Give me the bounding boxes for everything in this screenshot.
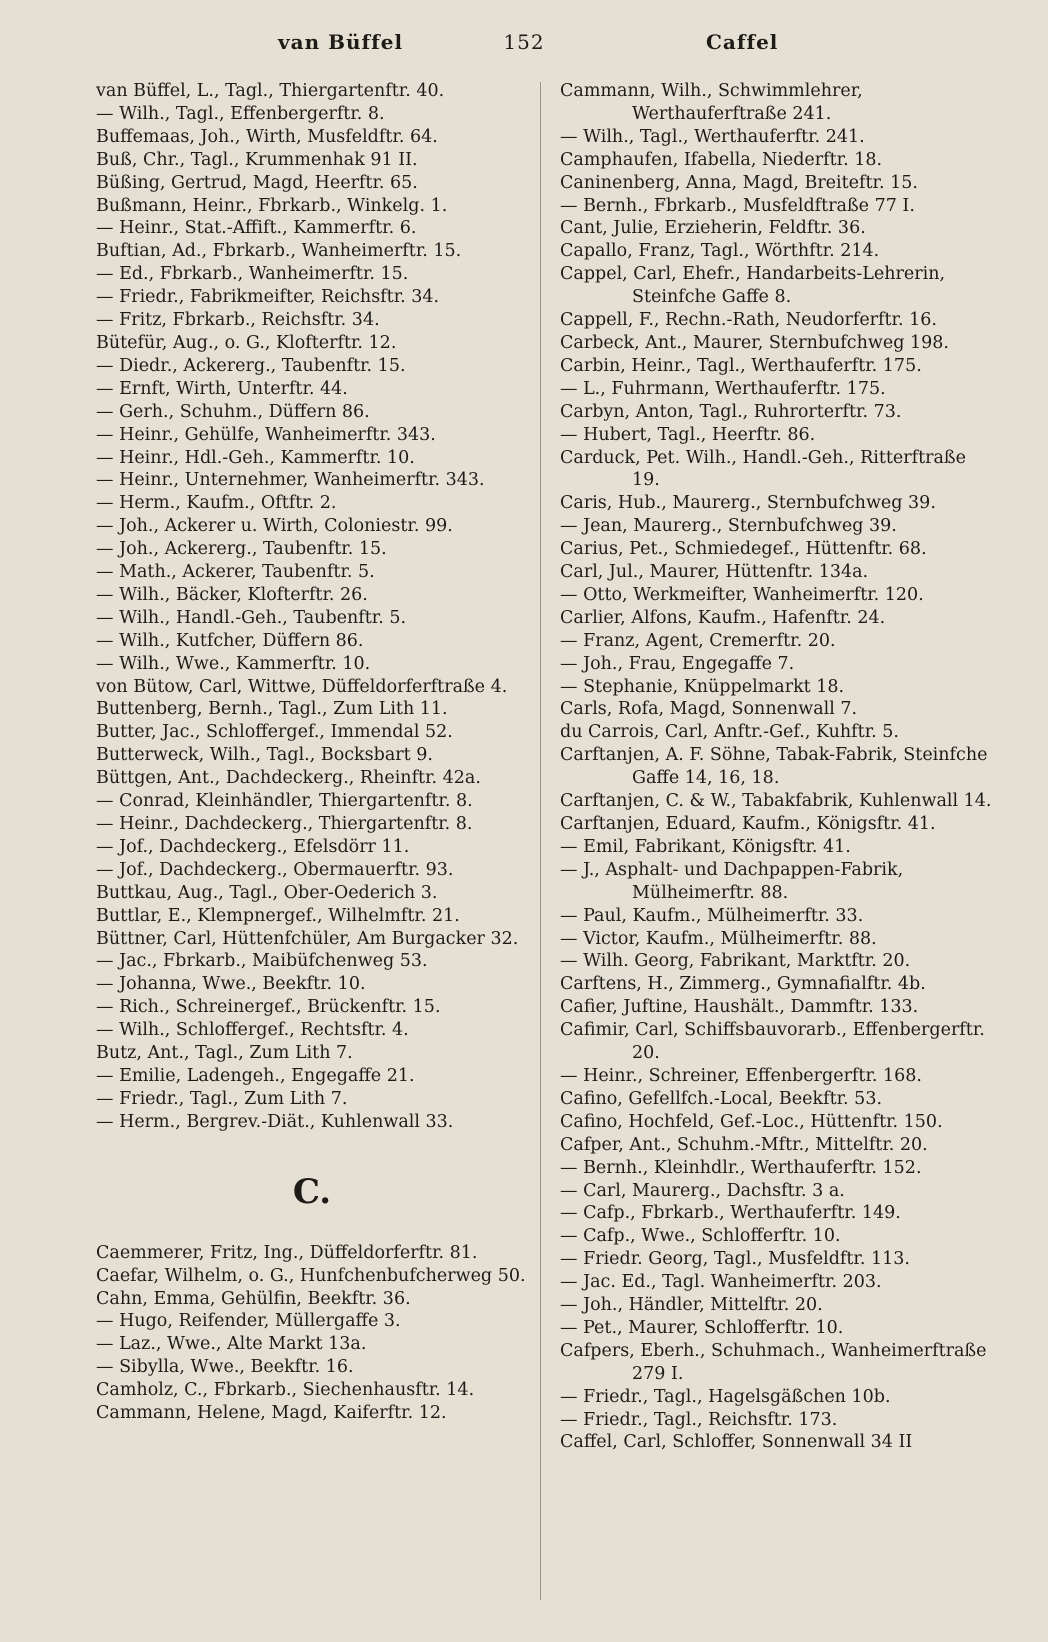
- directory-entry: von Bütow, Carl, Wittwe, Düffeldorferftraße 4.: [96, 676, 508, 697]
- directory-entry: — Fritz, Fbrkarb., Reichsftr. 34.: [96, 310, 380, 331]
- right-column: [560, 80, 992, 1620]
- directory-entry: — Hugo, Reifender, Müllergaffe 3.: [96, 1311, 401, 1332]
- directory-entry: Buttkau, Aug., Tagl., Ober-Oederich 3.: [96, 882, 438, 903]
- directory-entry: — Johanna, Wwe., Beekftr. 10.: [96, 974, 366, 995]
- directory-entry: — Joh., Händler, Mittelftr. 20.: [560, 1295, 823, 1316]
- directory-entry: — Friedr., Tagl., Hagelsgäßchen 10b.: [560, 1386, 891, 1407]
- directory-entry: — Wilh. Georg, Fabrikant, Marktftr. 20.: [560, 951, 911, 972]
- directory-entry: — Victor, Kaufm., Mülheimerftr. 88.: [560, 928, 877, 949]
- directory-entry: Cammann, Helene, Magd, Kaiferftr. 12.: [96, 1403, 447, 1424]
- right-entries: [560, 80, 992, 1454]
- directory-entry: Cafino, Hochfeld, Gef.-Loc., Hüttenftr. 150.: [560, 1111, 943, 1132]
- directory-entry: — Stephanie, Knüppelmarkt 18.: [560, 676, 845, 697]
- directory-entry: — Gerh., Schuhm., Düffern 86.: [96, 401, 370, 422]
- directory-entry: Büttner, Carl, Hüttenfchüler, Am Burgacker 32.: [96, 928, 519, 949]
- directory-entry: — Conrad, Kleinhändler, Thiergartenftr. 8.: [96, 791, 473, 812]
- page-number: 152: [503, 30, 545, 54]
- section-letter: C.: [292, 1171, 332, 1212]
- directory-entry: — Heinr., Gehülfe, Wanheimerftr. 343.: [96, 424, 436, 445]
- directory-entry: — Heinr., Hdl.-Geh., Kammerftr. 10.: [96, 447, 415, 468]
- directory-entry: — Joh., Ackerer u. Wirth, Coloniestr. 99.: [96, 516, 453, 537]
- directory-entry: Cammann, Wilh., Schwimmlehrer, Werthauferftraße 241.: [560, 81, 863, 124]
- directory-entry: Cant, Julie, Erzieherin, Feldftr. 36.: [560, 218, 866, 239]
- directory-entry: Carbeck, Ant., Maurer, Sternbufchweg 198.: [560, 332, 949, 353]
- directory-entry: Carduck, Pet. Wilh., Handl.-Geh., Ritterftraße 19.: [560, 447, 966, 491]
- directory-entry: — Ed., Fbrkarb., Wanheimerftr. 15.: [96, 264, 409, 285]
- directory-entry: Cappel, Carl, Ehefr., Handarbeits-Lehrerin, Steinfche Gaffe 8.: [560, 264, 946, 308]
- directory-entry: — Pet., Maurer, Schlofferftr. 10.: [560, 1317, 844, 1338]
- directory-entry: Cafino, Gefellfch.-Local, Beekftr. 53.: [560, 1088, 883, 1109]
- directory-entry: — Bernh., Kleinhdlr., Werthauferftr. 152.: [560, 1157, 922, 1178]
- directory-entry: Carftanjen, A. F. Söhne, Tabak-Fabrik, Steinfche Gaffe 14, 16, 18.: [560, 745, 988, 789]
- directory-entry: — Wilh., Handl.-Geh., Taubenftr. 5.: [96, 607, 407, 628]
- directory-entry: Butter, Jac., Schloffergef., Immendal 52.: [96, 722, 453, 743]
- directory-entry: Bußmann, Heinr., Fbrkarb., Winkelg. 1.: [96, 195, 448, 216]
- directory-entry: Carls, Rofa, Magd, Sonnenwall 7.: [560, 699, 858, 720]
- header-right-catchword: Caffel: [706, 30, 779, 54]
- directory-entry: Carius, Pet., Schmiedegef., Hüttenftr. 68.: [560, 539, 927, 560]
- directory-entry: Cafper, Ant., Schuhm.-Mftr., Mittelftr. 20.: [560, 1134, 928, 1155]
- directory-entry: — Friedr., Fabrikmeifter, Reichsftr. 34.: [96, 287, 440, 308]
- directory-entry: — Jac. Ed., Tagl. Wanheimerftr. 203.: [560, 1272, 882, 1293]
- directory-entry: Carl, Jul., Maurer, Hüttenftr. 134a.: [560, 562, 869, 583]
- directory-entry: — Paul, Kaufm., Mülheimerftr. 33.: [560, 905, 864, 926]
- left-column: [96, 80, 528, 1620]
- directory-entry: — Cafp., Fbrkarb., Werthauferftr. 149.: [560, 1203, 901, 1224]
- directory-entry: Camholz, C., Fbrkarb., Siechenhausftr. 14.: [96, 1380, 475, 1401]
- directory-entry: — Herm., Bergrev.-Diät., Kuhlenwall 33.: [96, 1111, 454, 1132]
- directory-entry: — Friedr., Tagl., Zum Lith 7.: [96, 1088, 348, 1109]
- directory-entry: Cahn, Emma, Gehülfin, Beekftr. 36.: [96, 1288, 411, 1309]
- page-header: [0, 30, 1048, 64]
- directory-entry: — Rich., Schreinergef., Brückenftr. 15.: [96, 997, 441, 1018]
- directory-entry: — Cafp., Wwe., Schlofferftr. 10.: [560, 1226, 841, 1247]
- directory-entry: — Joh., Ackererg., Taubenftr. 15.: [96, 539, 387, 560]
- directory-entry: — Otto, Werkmeifter, Wanheimerftr. 120.: [560, 584, 924, 605]
- directory-entry: — L., Fuhrmann, Werthauferftr. 175.: [560, 378, 886, 399]
- directory-entry: Caefar, Wilhelm, o. G., Hunfchenbufcherweg 50.: [96, 1265, 526, 1286]
- directory-entry: Buttenberg, Bernh., Tagl., Zum Lith 11.: [96, 699, 448, 720]
- directory-entry: Buß, Chr., Tagl., Krummenhak 91 II.: [96, 149, 418, 170]
- directory-entry: — Jac., Fbrkarb., Maibüfchenweg 53.: [96, 951, 428, 972]
- column-divider: [540, 82, 541, 1600]
- directory-entry: — Hubert, Tagl., Heerftr. 86.: [560, 424, 816, 445]
- directory-entry: — Jof., Dachdeckerg., Efelsdörr 11.: [96, 836, 410, 857]
- directory-entry: — Jean, Maurerg., Sternbufchweg 39.: [560, 516, 897, 537]
- directory-entry: Büßing, Gertrud, Magd, Heerftr. 65.: [96, 172, 418, 193]
- header-left-catchword: van Büffel: [278, 30, 404, 54]
- directory-entry: — Wilh., Wwe., Kammerftr. 10.: [96, 653, 371, 674]
- directory-entry: Cafpers, Eberh., Schuhmach., Wanheimerftraße 279 I.: [560, 1340, 987, 1384]
- left-entries-c: [96, 1242, 528, 1425]
- directory-entry: Büttgen, Ant., Dachdeckerg., Rheinftr. 42a.: [96, 768, 481, 789]
- directory-entry: — Bernh., Fbrkarb., Musfeldftraße 77 I.: [560, 195, 915, 216]
- directory-entry: Cafimir, Carl, Schiffsbauvorarb., Effenbergerftr. 20.: [560, 1020, 985, 1064]
- directory-entry: — Heinr., Dachdeckerg., Thiergartenftr. 8.: [96, 814, 473, 834]
- directory-entry: Carftanjen, C. & W., Tabakfabrik, Kuhlenwall 14.: [560, 791, 992, 812]
- directory-entry: Buffemaas, Joh., Wirth, Musfeldftr. 64.: [96, 126, 438, 147]
- directory-entry: Cappell, F., Rechn.-Rath, Neudorferftr. 16.: [560, 310, 937, 331]
- directory-entry: — Friedr. Georg, Tagl., Musfeldftr. 113.: [560, 1249, 910, 1270]
- directory-entry: — Herm., Kaufm., Oftftr. 2.: [96, 493, 337, 514]
- directory-entry: — Ernft, Wirth, Unterftr. 44.: [96, 378, 348, 399]
- directory-entry: — Wilh., Tagl., Werthauferftr. 241.: [560, 126, 865, 147]
- directory-entry: van Büffel, L., Tagl., Thiergartenftr. 40.: [96, 81, 445, 101]
- directory-entry: Capallo, Franz, Tagl., Wörthftr. 214.: [560, 241, 880, 262]
- directory-entry: Carftanjen, Eduard, Kaufm., Königsftr. 41.: [560, 814, 936, 834]
- directory-entry: — Wilh., Kutfcher, Düffern 86.: [96, 630, 364, 651]
- directory-entry: — Laz., Wwe., Alte Markt 13a.: [96, 1334, 367, 1355]
- directory-entry: — Heinr., Unternehmer, Wanheimerftr. 343.: [96, 470, 485, 491]
- directory-entry: — Jof., Dachdeckerg., Obermauerftr. 93.: [96, 859, 454, 880]
- directory-entry: Cafier, Juftine, Haushält., Dammftr. 133.: [560, 997, 919, 1018]
- directory-entry: Carlier, Alfons, Kaufm., Hafenftr. 24.: [560, 607, 886, 628]
- directory-entry: Carbyn, Anton, Tagl., Ruhrorterftr. 73.: [560, 401, 902, 422]
- directory-entry: — Wilh., Bäcker, Klofterftr. 26.: [96, 584, 368, 605]
- directory-entry: Butz, Ant., Tagl., Zum Lith 7.: [96, 1043, 353, 1064]
- directory-entry: Caemmerer, Fritz, Ing., Düffeldorferftr. 81.: [96, 1242, 478, 1263]
- directory-entry: — Wilh., Tagl., Effenbergerftr. 8.: [96, 103, 385, 124]
- directory-entry: — Emilie, Ladengeh., Engegaffe 21.: [96, 1065, 415, 1086]
- directory-entry: Caris, Hub., Maurerg., Sternbufchweg 39.: [560, 493, 936, 514]
- directory-entry: Buftian, Ad., Fbrkarb., Wanheimerftr. 15.: [96, 241, 462, 262]
- directory-entry: Caninenberg, Anna, Magd, Breiteftr. 15.: [560, 172, 918, 193]
- directory-entry: — Sibylla, Wwe., Beekftr. 16.: [96, 1357, 354, 1378]
- directory-entry: — Wilh., Schloffergef., Rechtsftr. 4.: [96, 1020, 409, 1041]
- directory-entry: — Heinr., Schreiner, Effenbergerftr. 168.: [560, 1065, 922, 1086]
- directory-entry: Carbin, Heinr., Tagl., Werthauferftr. 175.: [560, 355, 922, 376]
- directory-entry: — Emil, Fabrikant, Königsftr. 41.: [560, 836, 851, 857]
- directory-entry: Carftens, H., Zimmerg., Gymnafialftr. 4b.: [560, 974, 926, 995]
- directory-entry: — J., Asphalt- und Dachpappen-Fabrik, Mülheimerftr. 88.: [560, 859, 904, 903]
- directory-entry: — Joh., Frau, Engegaffe 7.: [560, 653, 795, 674]
- directory-entry: — Diedr., Ackererg., Taubenftr. 15.: [96, 355, 406, 376]
- directory-entry: — Math., Ackerer, Taubenftr. 5.: [96, 562, 375, 583]
- directory-entry: — Heinr., Stat.-Affift., Kammerftr. 6.: [96, 218, 417, 239]
- directory-entry: du Carrois, Carl, Anftr.-Gef., Kuhftr. 5.: [560, 722, 899, 743]
- directory-entry: Camphaufen, Ifabella, Niederftr. 18.: [560, 149, 883, 170]
- directory-entry: Buttlar, E., Klempnergef., Wilhelmftr. 21.: [96, 905, 460, 926]
- directory-entry: — Carl, Maurerg., Dachsftr. 3 a.: [560, 1180, 845, 1201]
- directory-entry: Butterweck, Wilh., Tagl., Bocksbart 9.: [96, 745, 433, 766]
- directory-entry: Bütefür, Aug., o. G., Klofterftr. 12.: [96, 332, 397, 353]
- directory-entry: — Friedr., Tagl., Reichsftr. 173.: [560, 1409, 838, 1430]
- directory-entry: Caffel, Carl, Schloffer, Sonnenwall 34 II: [560, 1432, 913, 1453]
- directory-entry: — Franz, Agent, Cremerftr. 20.: [560, 630, 836, 651]
- left-entries-b: [96, 80, 528, 1134]
